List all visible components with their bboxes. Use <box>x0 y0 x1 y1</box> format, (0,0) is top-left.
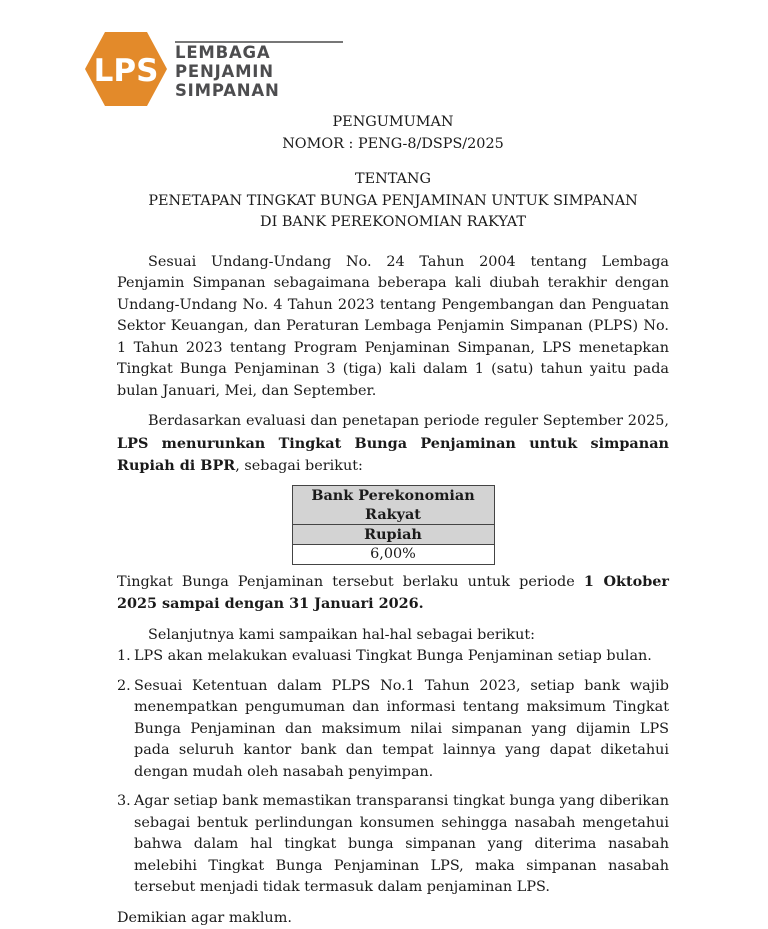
closing-statement: Demikian agar maklum. <box>117 908 669 929</box>
logo-line-3: SIMPANAN <box>175 81 280 100</box>
lps-logo <box>85 32 263 106</box>
rate-table-currency: Rupiah <box>292 524 494 544</box>
paragraph-rate-decision <box>117 411 669 478</box>
list-item-number: 2. <box>117 676 131 698</box>
list-item-number: 3. <box>117 791 131 813</box>
paragraph-validity <box>117 571 669 616</box>
rate-table-header: Bank Perekonomian Rakyat <box>292 485 494 524</box>
logo-wordmark <box>175 40 280 100</box>
rate-table <box>292 485 495 565</box>
announcement-subject-line-1: PENETAPAN TINGKAT BUNGA PENJAMINAN UNTUK SIMPANAN <box>117 191 669 213</box>
announcement-title: PENGUMUMAN <box>117 112 669 134</box>
announcement-subject-line-2: DI BANK PEREKONOMIAN RAKYAT <box>117 212 669 234</box>
validity-period: 1 Oktober 2025 sampai dengan 31 Januari 2026. <box>117 573 669 613</box>
svg-text:LPS: LPS <box>94 53 159 89</box>
lps-hexagon-logo-icon <box>85 32 167 106</box>
list-item <box>117 676 669 784</box>
rate-decision-tail: , sebagai berikut: <box>235 458 363 474</box>
paragraph-legal-basis: Sesuai Undang-Undang No. 24 Tahun 2004 tentang Lembaga Penjamin Simpanan sebagaimana beberapa kali diubah terakhir dengan Undang-Undang No. 4 Tahun 2023 tentang Pengembangan dan Penguatan Sektor Keuangan, dan Peraturan Lembaga Penjamin Simpanan (PLPS) No. 1 Tahun 2023 tentang Program Penjaminan Simpanan, LPS menetapkan Tingkat Bunga Penjaminan 3 (tiga) kali dalam 1 (satu) tahun yaitu pada bulan Januari, Mei, dan September. <box>117 252 669 403</box>
list-item-text: LPS akan melakukan evaluasi Tingkat Bunga Penjaminan setiap bulan. <box>134 648 652 664</box>
rate-decision-emphasis: LPS menurunkan Tingkat Bunga Penjaminan untuk simpanan Rupiah di BPR <box>117 435 669 475</box>
list-intro: Selanjutnya kami sampaikan hal-hal sebagai berikut: <box>117 625 669 647</box>
list-item-text: Agar setiap bank memastikan transparansi tingkat bunga yang diberikan sebagai bentuk perlindungan konsumen sehingga nasabah mengetahui bahwa dalam hal tingkat bunga simpanan yang diterima nasabah melebihi Tingkat Bunga Penjaminan LPS, maka simpanan nasabah tersebut menjadi tidak termasuk dalam penjaminan LPS. <box>134 793 669 895</box>
announcement-number: NOMOR : PENG-8/DSPS/2025 <box>117 134 669 156</box>
list-item <box>117 646 669 668</box>
list-item <box>117 791 669 899</box>
rate-decision-lead: Berdasarkan evaluasi dan penetapan periode reguler September 2025, <box>148 413 669 429</box>
logo-line-2: PENJAMIN <box>175 62 280 81</box>
list-item-text: Sesuai Ketentuan dalam PLPS No.1 Tahun 2023, setiap bank wajib menempatkan pengumuman dan informasi tentang maksimum Tingkat Bunga Penjaminan dan maksimum nilai simpanan yang dijamin LPS pada seluruh kantor bank dan tempat lainnya yang dapat diketahui dengan mudah oleh nasabah penyimpan. <box>134 678 669 780</box>
rate-table-value: 6,00% <box>292 544 494 564</box>
announcement-about: TENTANG <box>117 169 669 191</box>
notice-list <box>117 646 669 899</box>
list-item-number: 1. <box>117 646 131 668</box>
validity-lead: Tingkat Bunga Penjaminan tersebut berlaku untuk periode <box>117 574 584 590</box>
logo-line-1: LEMBAGA <box>175 43 280 62</box>
announcement-body <box>117 112 669 929</box>
